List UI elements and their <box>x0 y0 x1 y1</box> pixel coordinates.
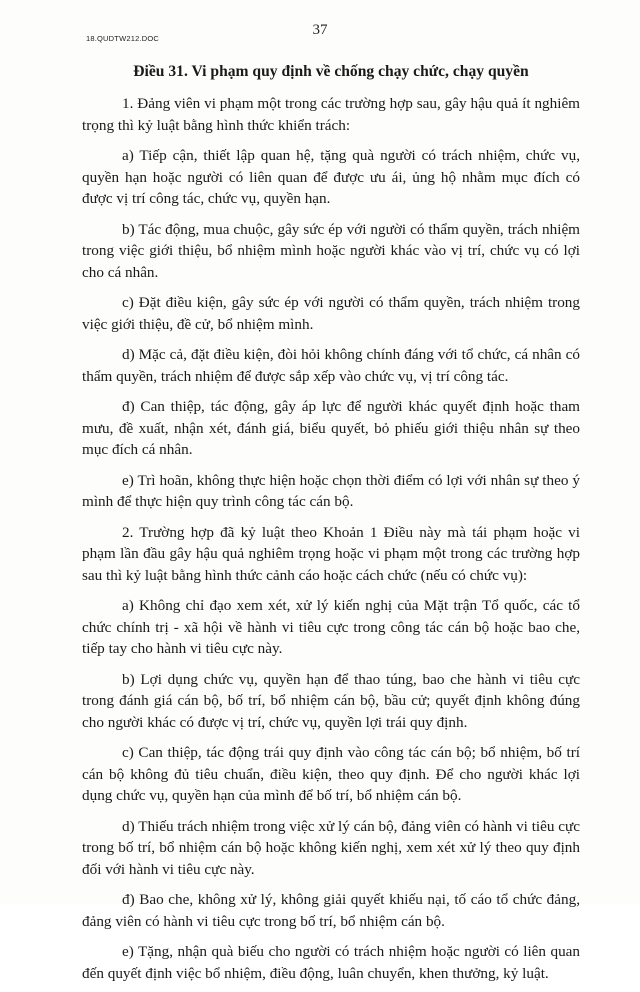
paragraph-item-e-2: e) Tặng, nhận quà biếu cho người có trách nhiệm hoặc người có liên quan đến quyết định việc bổ nhiệm, điều động, luân chuyển, khen thưởng, kỷ luật. <box>82 943 580 982</box>
paragraph-item-b-2: b) Lợi dụng chức vụ, quyền hạn để thao túng, bao che hành vi tiêu cực trong đánh giá cán bộ, bố trí, bổ nhiệm cán bộ, bầu cử; quyết định không đúng cho người khác có được vị trí, chức vụ, quyền lợi trái quy định. <box>82 670 580 731</box>
paragraph-item-a: a) Tiếp cận, thiết lập quan hệ, tặng quà người có trách nhiệm, chức vụ, quyền hạn hoặc người có liên quan để được ưu ái, ủng hộ nhằm mục đích có được vị trí công tác, chức vụ, quyền hạn. <box>82 147 580 207</box>
paragraph-item-d: d) Mặc cả, đặt điều kiện, đòi hỏi không chính đáng với tổ chức, cá nhân có thẩm quyền, trách nhiệm để được sắp xếp vào chức vụ, vị trí công tác. <box>82 346 580 385</box>
paragraph-item-e: e) Trì hoãn, không thực hiện hoặc chọn thời điểm có lợi với nhân sự theo ý mình để thực hiện quy trình công tác cán bộ. <box>82 471 580 510</box>
paragraph-item-c: c) Đặt điều kiện, gây sức ép với người có thẩm quyền, trách nhiệm trong việc giới thiệu, đề cử, bổ nhiệm mình. <box>82 294 580 333</box>
paragraph-item-a-2: a) Không chỉ đạo xem xét, xử lý kiến nghị của Mặt trận Tổ quốc, các tổ chức chính trị - xã hội về hành vi tiêu cực trong công tác cán bộ hoặc bao che, tiếp tay cho hành vi tiêu cực này. <box>82 597 580 657</box>
paragraph-item-dd-2: đ) Bao che, không xử lý, không giải quyết khiếu nại, tố cáo tổ chức đảng, đảng viên có hành vi tiêu cực trong bố trí, bổ nhiệm cán bộ. <box>82 891 580 930</box>
article-title: Điều 31. Vi phạm quy định về chống chạy chức, chạy quyền <box>133 63 529 80</box>
document-body <box>82 60 580 992</box>
page-number: 37 <box>312 22 328 38</box>
paragraph-clause-2: 2. Trường hợp đã kỷ luật theo Khoản 1 Điều này mà tái phạm hoặc vi phạm lần đầu gây hậu quả nghiêm trọng hoặc vi phạm một trong các trường hợp sau thì kỷ luật bằng hình thức cảnh cáo hoặc cách chức (nếu có chức vụ): <box>82 523 580 584</box>
paragraph-clause-1: 1. Đảng viên vi phạm một trong các trường hợp sau, gây hậu quả ít nghiêm trọng thì kỷ luật bằng hình thức khiển trách: <box>82 95 580 134</box>
paragraph-item-c-2: c) Can thiệp, tác động trái quy định vào công tác cán bộ; bổ nhiệm, bố trí cán bộ không đủ tiêu chuẩn, điều kiện, theo quy định. Để cho người khác lợi dụng chức vụ, quyền hạn của mình để bố trí, bổ nhiệm cán bộ. <box>82 744 580 804</box>
paragraph-item-d-2: d) Thiếu trách nhiệm trong việc xử lý cán bộ, đảng viên có hành vi tiêu cực trong bố trí, bổ nhiệm cán bộ hoặc không kiến nghị, xem xét xử lý theo quy định đối với hành vi tiêu cực này. <box>82 817 580 878</box>
document-code: 18.QUDTW212.DOC <box>86 34 160 43</box>
paragraph-item-b: b) Tác động, mua chuộc, gây sức ép với người có thẩm quyền, trách nhiệm trong việc giới thiệu, bổ nhiệm mình hoặc người khác vào vị trí, chức vụ có lợi cho cá nhân. <box>82 220 580 281</box>
paragraph-item-dd: đ) Can thiệp, tác động, gây áp lực để người khác quyết định hoặc tham mưu, đề xuất, nhận xét, đánh giá, biểu quyết, bỏ phiếu giới thiệu nhân sự theo mục đích cá nhân. <box>82 398 580 458</box>
